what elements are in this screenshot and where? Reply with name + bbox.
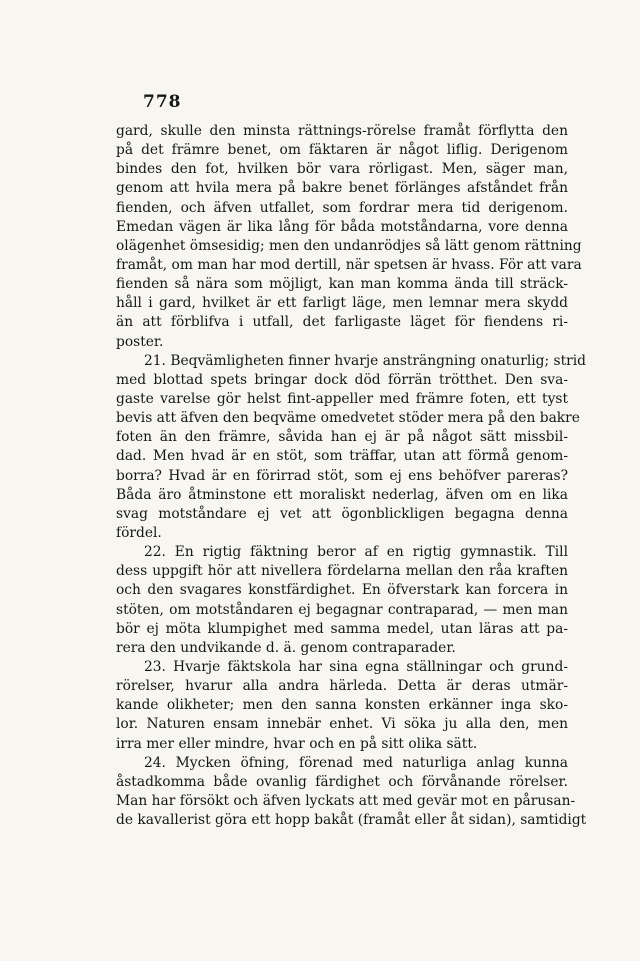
text-line: fienden så nära som möjligt, kan man komma ända till sträck-: [116, 276, 568, 293]
text-line: än att förblifva i utfall, det farligaste läget för fiendens ri-: [116, 314, 568, 331]
text-line: dad. Men hvad är en stöt, som träffar, utan att förmå genom-: [116, 448, 568, 465]
text-line: och den svagares konstfärdighet. En öfverstark kan forcera in: [116, 582, 568, 599]
text-line: bevis att äfven den beqväme omedvetet stöder mera på den bakre: [116, 410, 580, 427]
text-line: stöten, om motståndaren ej begagnar contraparad, — men man: [116, 601, 568, 618]
text-line: rera den undvikande d. ä. genom contraparader.: [116, 639, 456, 656]
text-line: poster.: [116, 333, 164, 350]
text-line: kande olikheter; men den sanna konsten erkänner inga sko-: [116, 697, 568, 714]
text-line: gard, skulle den minsta rättnings-rörelse framåt förflytta den: [116, 123, 568, 139]
text-line: rörelser, hvarur alla andra härleda. Detta är deras utmär-: [116, 678, 568, 695]
text-line: gaste varelse gör helst fint-appeller med främre foten, ett tyst: [116, 390, 568, 407]
text-line: foten än den främre, såvida han ej är på något sätt missbil-: [116, 429, 568, 446]
text-line: 21. Beqvämligheten finner hvarje ansträngning onaturlig; strid: [144, 352, 586, 369]
text-line: irra mer eller mindre, hvar och en på sitt olika sätt.: [116, 735, 478, 752]
text-line: dess uppgift hör att nivellera fördelarna mellan den råa kraften: [116, 563, 568, 580]
text-line: åstadkomma både ovanlig färdighet och förvånande rörelser.: [116, 773, 568, 790]
text-line: 24. Mycken öfning, förenad med naturliga anlag kunna: [144, 754, 568, 771]
text-line: framåt, om man har mod dertill, när spetsen är hvass. För att vara: [116, 256, 582, 273]
text-line: bör ej möta klumpighet med samma medel, utan läras att pa-: [116, 620, 568, 637]
text-line: de kavallerist göra ett hopp bakåt (framåt eller åt sidan), samtidigt: [116, 812, 587, 829]
page-number: 778: [143, 92, 182, 112]
text-line: Emedan vägen är lika lång för båda motståndarna, vore denna: [116, 218, 568, 235]
text-line: fienden, och äfven utfallet, som fordrar mera tid derigenom.: [116, 199, 568, 216]
text-line: fördel.: [116, 524, 162, 541]
text-line: olägenhet ömsesidig; men den undanrödjes så lätt genom rättning: [116, 237, 582, 254]
text-line: Man har försökt och äfven lyckats att med gevär mot en pårusan-: [116, 792, 576, 809]
body-text: [116, 122, 587, 830]
text-line: med blottad spets bringar dock död förrän trötthet. Den sva-: [116, 371, 568, 388]
text-line: Båda äro åtminstone ett moraliskt nederlag, äfven om en lika: [116, 486, 568, 503]
text-line: genom att hvila mera på bakre benet förlänges afståndet från: [116, 180, 568, 197]
text-line: 23. Hvarje fäktskola har sina egna ställningar och grund-: [144, 658, 568, 675]
text-line: bindes den fot, hvilken bör vara rörligast. Men, säger man,: [116, 161, 568, 178]
text-line: svag motståndare ej vet att ögonblickligen begagna denna: [116, 505, 568, 522]
text-line: 22. En rigtig fäktning beror af en rigtig gymnastik. Till: [144, 544, 568, 561]
text-line: lor. Naturen ensam innebär enhet. Vi söka ju alla den, men: [116, 716, 568, 733]
text-line: håll i gard, hvilket är ett farligt läge, men lemnar mera skydd: [116, 295, 568, 312]
text-line: på det främre benet, om fäktaren är något liflig. Derigenom: [116, 142, 568, 159]
text-line: borra? Hvad är en förirrad stöt, som ej ens behöfver pareras?: [116, 467, 568, 484]
